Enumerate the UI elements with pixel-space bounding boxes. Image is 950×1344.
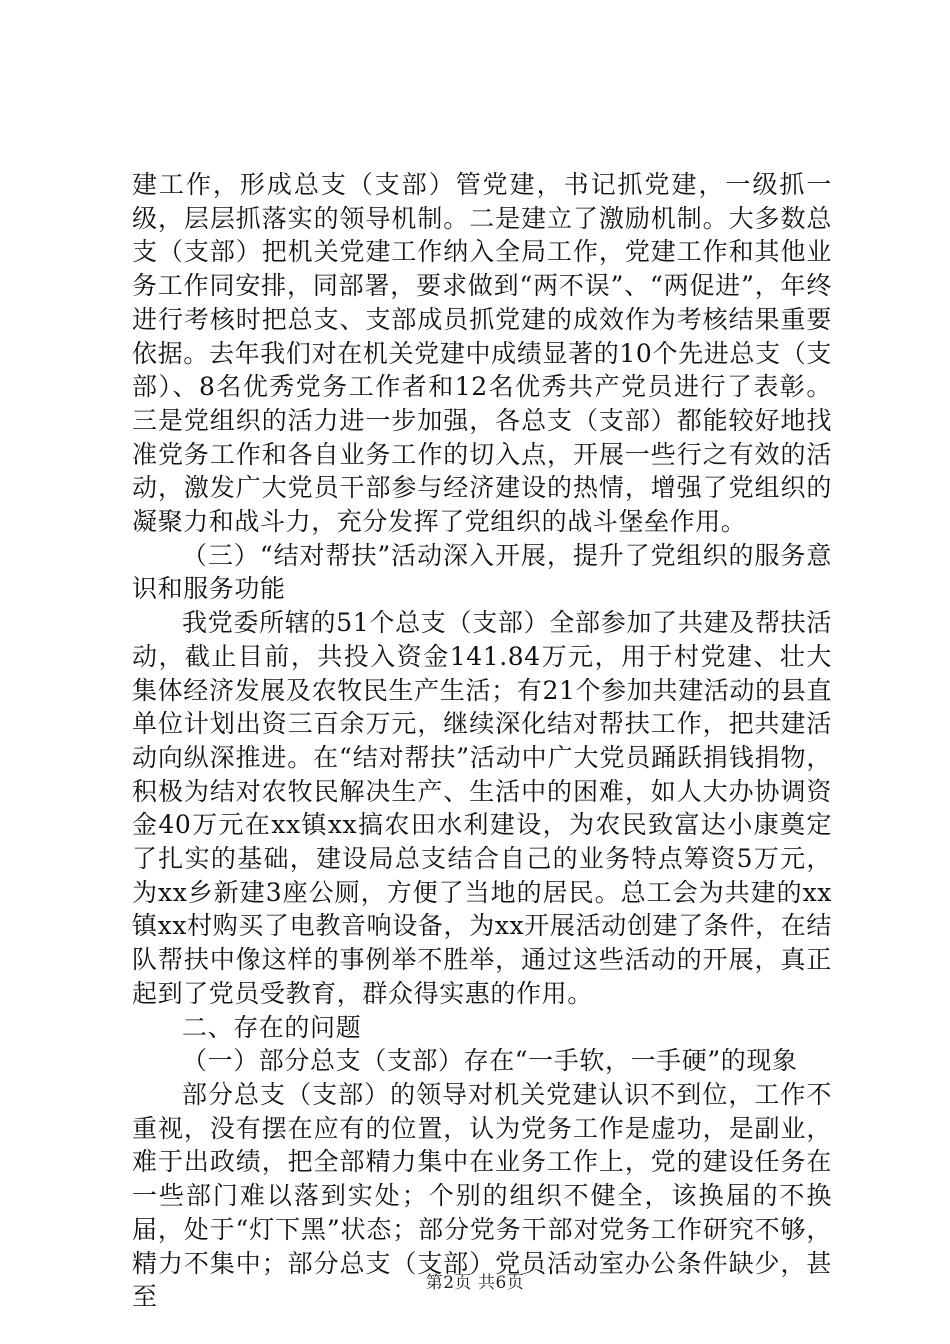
document-body xyxy=(132,168,832,1314)
section-heading-3: （三）“结对帮扶”活动深入开展，提升了党组织的服务意识和服务功能 xyxy=(132,540,832,604)
paragraph-problem-detail: 部分总支（支部）的领导对机关党建认识不到位，工作不重视，没有摆在应有的位置，认为党务工作是虚功，是副业，难于出政绩，把全部精力集中在业务工作上，党的建设任务在一些部门难以落到实处；个别的组织不健全，该换届的不换届，处于“灯下黑”状态；部分党务干部对党务工作研究不够，精力不集中；部分总支（支部）党员活动室办公条件缺少，甚至 xyxy=(132,1079,832,1312)
page-number-footer: 第2页 共6页 xyxy=(425,1273,525,1293)
subsection-heading-1: （一）部分总支（支部）存在“一手软，一手硬”的现象 xyxy=(182,1046,798,1076)
section-heading-problems: 二、存在的问题 xyxy=(182,1012,362,1042)
paragraph-pairing-assistance: 我党委所辖的51个总支（支部）全部参加了共建及帮扶活动，截止目前，共投入资金141.84万元，用于村党建、壮大集体经济发展及农牧民生产生活；有21个参加共建活动的县直单位计划出资三百余万元，继续深化结对帮扶工作，把共建活动向纵深推进。在“结对帮扶”活动中广大党员踊跃捐钱捐物，积极为结对农牧民解决生产、生活中的困难，如人大办协调资金40万元在xx镇xx搞农田水利建设，为农民致富达小康奠定了扎实的基础，建设局总支结合自己的业务特点筹资5万元，为xx乡新建3座公厕，方便了当地的居民。总工会为共建的xx镇xx村购买了电教音响设备，为xx开展活动创建了条件，在结队帮扶中像这样的事例举不胜举，通过这些活动的开展，真正起到了党员受教育，群众得实惠的作用。 xyxy=(132,608,832,1008)
paragraph-continuation: 建工作，形成总支（支部）管党建，书记抓党建，一级抓一级，层层抓落实的领导机制。二是建立了激励机制。大多数总支（支部）把机关党建工作纳入全局工作，党建工作和其他业务工作同安排，同部署，要求做到“两不误”、“两促进”，年终进行考核时把总支、支部成员抓党建的成效作为考核结果重要依据。去年我们对在机关党建中成绩显著的10个先进总支（支部）、8名优秀党务工作者和12名优秀共产党员进行了表彰。三是党组织的活力进一步加强，各总支（支部）都能较好地找准党务工作和各自业务工作的切入点，开展一些行之有效的活动，激发广大党员干部参与经济建设的热情，增强了党组织的凝聚力和战斗力，充分发挥了党组织的战斗堡垒作用。 xyxy=(132,170,832,537)
